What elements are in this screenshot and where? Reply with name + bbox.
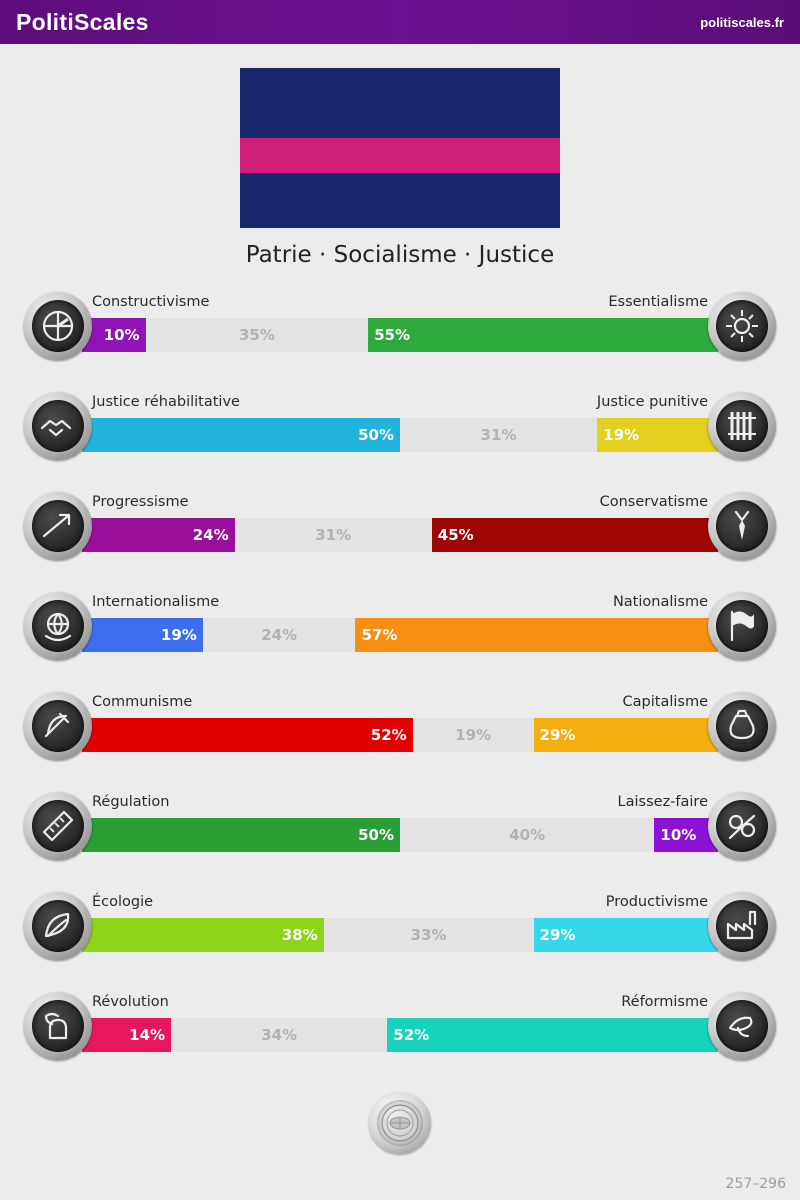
reform-dove-icon <box>708 992 776 1060</box>
axis-left-label: Justice réhabilitative <box>92 394 240 410</box>
axis-labels <box>92 894 708 910</box>
axis-bar <box>82 418 718 452</box>
axis-row <box>0 876 800 976</box>
badge-inner-right <box>716 500 768 552</box>
axis-right-label: Réformisme <box>621 994 708 1010</box>
money-bag-icon <box>708 692 776 760</box>
badge-inner-right <box>716 600 768 652</box>
axis-bar <box>82 718 718 752</box>
badge-inner-right <box>716 900 768 952</box>
badge-inner-left <box>32 700 84 752</box>
axis-core <box>82 876 718 976</box>
badge-inner-left <box>32 600 84 652</box>
axis-row <box>0 576 800 676</box>
axis-right-label: Justice punitive <box>596 394 708 410</box>
axes-list <box>0 276 800 1076</box>
handshake-icon <box>24 392 92 460</box>
app-header <box>0 0 800 44</box>
axis-left-segment: 50% <box>82 818 400 852</box>
axis-neutral-segment: 31% <box>400 418 597 452</box>
axis-core <box>82 276 718 376</box>
axis-neutral-segment: 34% <box>171 1018 387 1052</box>
axis-right-label: Nationalisme <box>612 594 708 610</box>
axis-right-label: Conservatisme <box>599 494 708 510</box>
badge-inner-left <box>32 1000 84 1052</box>
axis-right-segment: 45% <box>432 518 718 552</box>
badge-inner-right <box>716 300 768 352</box>
axis-labels <box>92 694 708 710</box>
axis-row <box>0 976 800 1076</box>
axis-labels <box>92 494 708 510</box>
axis-core <box>82 576 718 676</box>
badge-inner-right <box>716 1000 768 1052</box>
badge-inner-left <box>32 900 84 952</box>
axis-core <box>82 676 718 776</box>
constructivism-icon <box>24 292 92 360</box>
axis-bar <box>82 318 718 352</box>
axis-left-segment: 52% <box>82 718 413 752</box>
axis-neutral-segment: 33% <box>324 918 534 952</box>
axis-left-label: Constructivisme <box>92 294 210 310</box>
badge-inner-right <box>716 700 768 752</box>
axis-core <box>82 476 718 576</box>
hammer-sickle-icon <box>24 692 92 760</box>
ruler-scale-icon <box>24 792 92 860</box>
axis-right-segment: 57% <box>355 618 718 652</box>
axis-bar <box>82 818 718 852</box>
axis-right-segment: 29% <box>534 918 718 952</box>
axis-left-segment: 19% <box>82 618 203 652</box>
suit-tie-icon <box>708 492 776 560</box>
badge-inner-left <box>32 500 84 552</box>
flag-icon <box>708 592 776 660</box>
politiscales-seal-icon <box>369 1092 431 1154</box>
axis-neutral-segment: 24% <box>203 618 356 652</box>
flag-band-top <box>240 68 560 138</box>
axis-left-label: Régulation <box>92 794 170 810</box>
axis-row <box>0 276 800 376</box>
axis-left-label: Écologie <box>92 894 154 910</box>
axis-left-segment: 24% <box>82 518 235 552</box>
axis-left-segment: 14% <box>82 1018 171 1052</box>
flag-container <box>0 68 800 228</box>
axis-right-label: Laissez-faire <box>617 794 708 810</box>
axis-row <box>0 676 800 776</box>
axis-labels <box>92 794 708 810</box>
axis-bar <box>82 518 718 552</box>
progress-arrow-icon <box>24 492 92 560</box>
axis-bar <box>82 1018 718 1052</box>
axis-neutral-segment: 40% <box>400 818 654 852</box>
axis-core <box>82 776 718 876</box>
axis-labels <box>92 594 708 610</box>
globe-laurel-icon <box>24 592 92 660</box>
axis-row <box>0 476 800 576</box>
axis-row <box>0 376 800 476</box>
badge-inner-right <box>716 800 768 852</box>
axis-left-segment: 10% <box>82 318 146 352</box>
factory-icon <box>708 892 776 960</box>
axis-labels <box>92 294 708 310</box>
axis-right-segment: 55% <box>368 318 718 352</box>
axis-left-label: Révolution <box>92 994 169 1010</box>
axis-labels <box>92 394 708 410</box>
badge-inner-left <box>32 400 84 452</box>
axis-left-label: Communisme <box>92 694 193 710</box>
result-flag <box>240 68 560 228</box>
axis-right-label: Essentialisme <box>608 294 708 310</box>
axis-bar <box>82 918 718 952</box>
flag-band-bottom <box>240 173 560 228</box>
axis-left-label: Internationalisme <box>92 594 220 610</box>
badge-inner-left <box>32 300 84 352</box>
essentialism-icon <box>708 292 776 360</box>
axis-core <box>82 976 718 1076</box>
footer-seal-container <box>0 1092 800 1154</box>
axis-neutral-segment: 19% <box>413 718 534 752</box>
axis-neutral-segment: 31% <box>235 518 432 552</box>
axis-labels <box>92 994 708 1010</box>
axis-left-segment: 50% <box>82 418 400 452</box>
axis-right-segment: 10% <box>654 818 718 852</box>
axis-right-segment: 19% <box>597 418 718 452</box>
free-market-icon <box>708 792 776 860</box>
leaf-nature-icon <box>24 892 92 960</box>
brand-title: PolitiScales <box>16 8 149 35</box>
axis-right-label: Capitalisme <box>622 694 708 710</box>
flag-band-middle <box>240 138 560 173</box>
prison-bars-icon <box>708 392 776 460</box>
axis-neutral-segment: 35% <box>146 318 369 352</box>
badge-inner-right <box>716 400 768 452</box>
site-url-label: politiscales.fr <box>700 14 784 30</box>
axis-left-segment: 38% <box>82 918 324 952</box>
slogan-text: Patrie · Socialisme · Justice <box>245 242 555 268</box>
seal-inner <box>377 1100 423 1146</box>
axis-right-segment: 29% <box>534 718 718 752</box>
badge-inner-left <box>32 800 84 852</box>
axis-row <box>0 776 800 876</box>
axis-right-label: Productivisme <box>605 894 708 910</box>
axis-right-segment: 52% <box>387 1018 718 1052</box>
axis-bar <box>82 618 718 652</box>
axis-left-label: Progressisme <box>92 494 189 510</box>
result-id-code: 257–296 <box>725 1176 786 1192</box>
revolution-fist-icon <box>24 992 92 1060</box>
axis-core <box>82 376 718 476</box>
